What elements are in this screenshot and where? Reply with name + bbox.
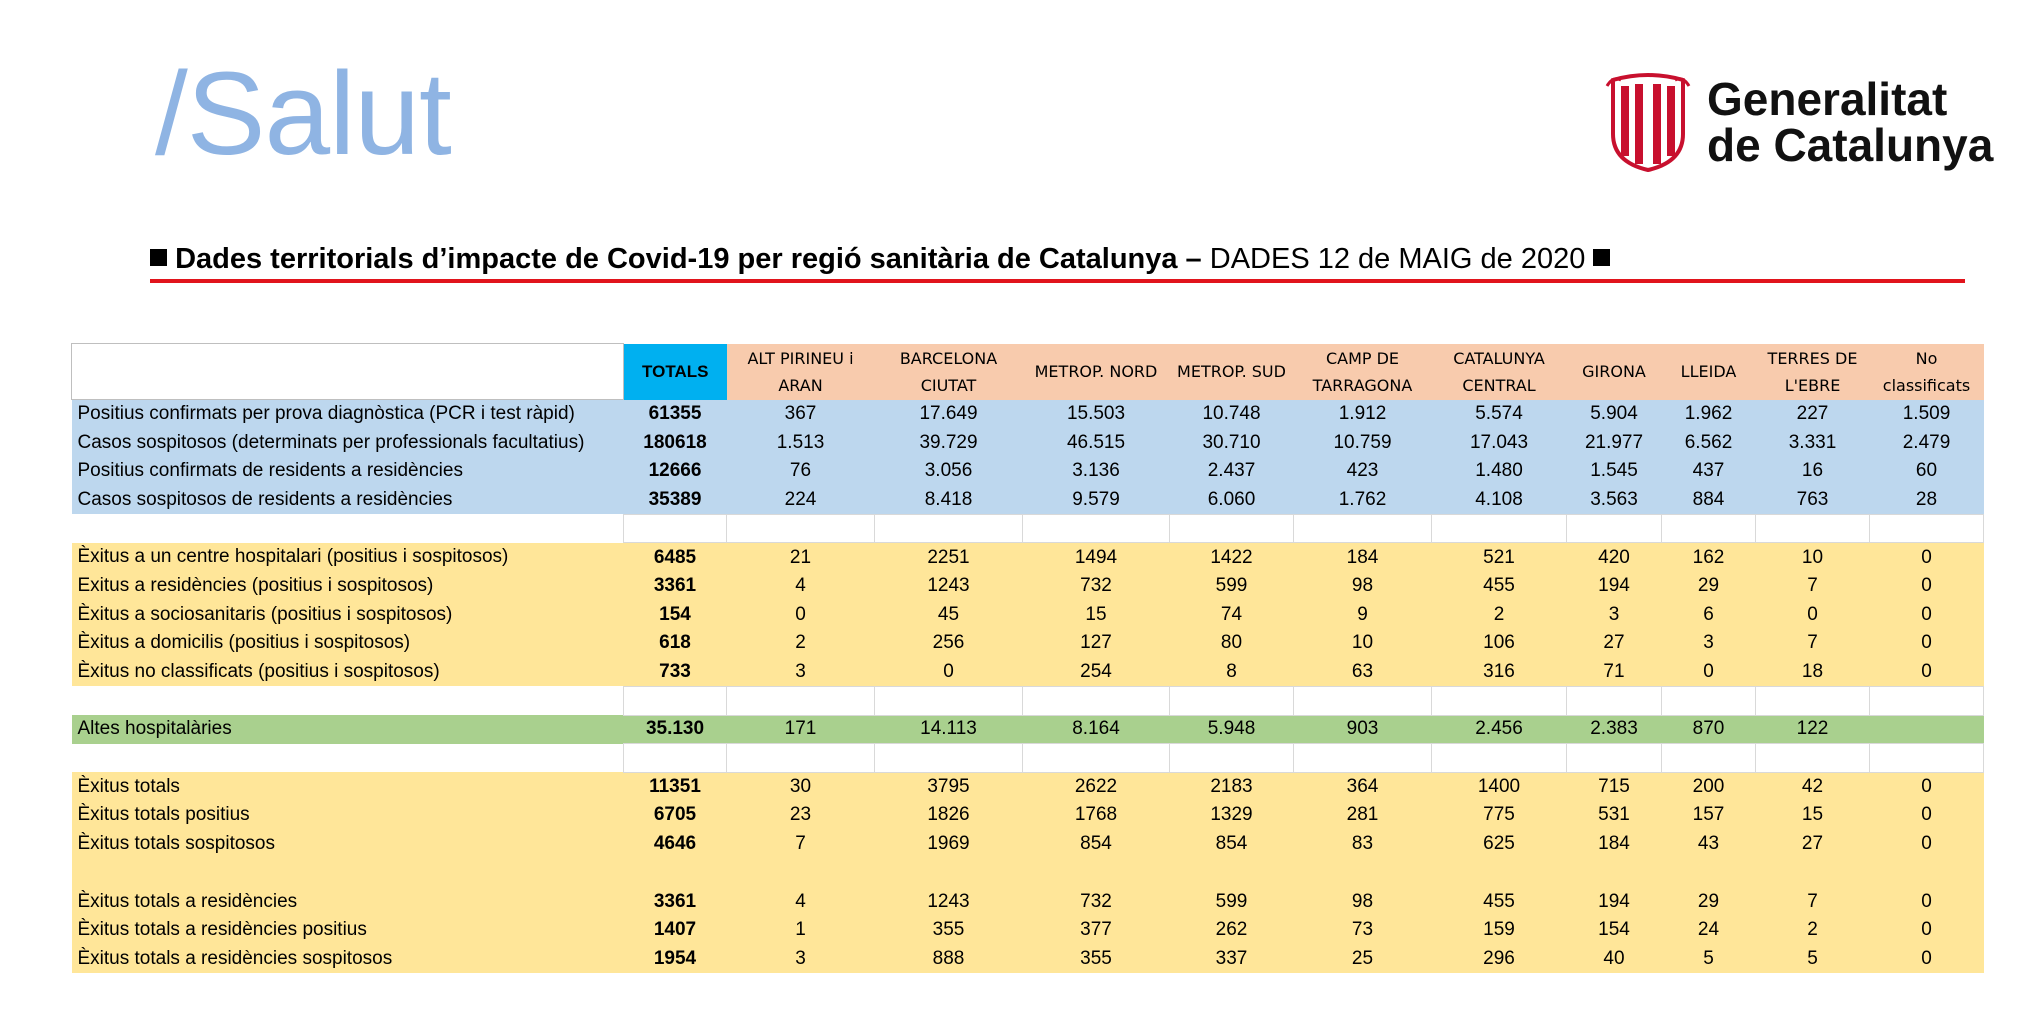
covid-data-table [71, 343, 1984, 973]
region-cell: 71 [1567, 658, 1662, 687]
region-cell: 10 [1294, 629, 1432, 658]
region-cell: 1768 [1023, 801, 1170, 830]
region-cell: 3 [727, 945, 875, 974]
region-cell: 29 [1662, 572, 1756, 601]
column-header: METROP. NORD [1023, 344, 1170, 400]
totals-cell [624, 859, 727, 888]
row-label: Altes hospitalàries [72, 715, 624, 744]
region-cell: 0 [1870, 600, 1984, 629]
region-cell [1870, 859, 1984, 888]
region-cell: 1.962 [1662, 400, 1756, 429]
table-row [72, 629, 1984, 658]
column-header: BARCELONA CIUTAT [875, 344, 1023, 400]
column-header: GIRONA [1567, 344, 1662, 400]
region-cell: 763 [1756, 486, 1870, 515]
spacer-row [72, 744, 1984, 773]
region-cell: 903 [1294, 715, 1432, 744]
region-cell: 0 [1870, 658, 1984, 687]
region-cell: 531 [1567, 801, 1662, 830]
region-cell [875, 686, 1023, 715]
region-cell: 30 [727, 772, 875, 801]
region-cell: 1.513 [727, 428, 875, 457]
region-cell: 14.113 [875, 715, 1023, 744]
region-cell: 884 [1662, 486, 1756, 515]
region-cell: 7 [1756, 572, 1870, 601]
row-label: Positius confirmats de residents a residències [72, 457, 624, 486]
region-cell [727, 514, 875, 543]
region-cell: 3.136 [1023, 457, 1170, 486]
totals-cell: 4646 [624, 830, 727, 859]
region-cell: 200 [1662, 772, 1756, 801]
table-header-corner [72, 344, 624, 400]
region-cell: 30.710 [1170, 428, 1294, 457]
region-cell: 46.515 [1023, 428, 1170, 457]
region-cell: 9.579 [1023, 486, 1170, 515]
region-cell: 2 [727, 629, 875, 658]
totals-cell: 154 [624, 600, 727, 629]
table-row [72, 486, 1984, 515]
region-cell [1023, 744, 1170, 773]
region-cell [875, 514, 1023, 543]
region-cell: 7 [1756, 629, 1870, 658]
region-cell: 1422 [1170, 543, 1294, 572]
totals-cell: 3361 [624, 572, 727, 601]
region-cell [1567, 859, 1662, 888]
region-cell [1756, 686, 1870, 715]
region-cell [1294, 514, 1432, 543]
region-cell: 625 [1432, 830, 1567, 859]
region-cell: 76 [727, 457, 875, 486]
region-cell: 23 [727, 801, 875, 830]
totals-cell [624, 514, 727, 543]
region-cell: 1.762 [1294, 486, 1432, 515]
region-cell [1662, 744, 1756, 773]
row-label: Èxitus totals a residències positius [72, 916, 624, 945]
region-cell: 888 [875, 945, 1023, 974]
region-cell: 1826 [875, 801, 1023, 830]
row-label: Èxitus totals a residències sospitosos [72, 945, 624, 974]
region-cell: 1.912 [1294, 400, 1432, 429]
region-cell [1567, 744, 1662, 773]
region-cell [727, 744, 875, 773]
region-cell: 3795 [875, 772, 1023, 801]
region-cell: 355 [875, 916, 1023, 945]
column-header: LLEIDA [1662, 344, 1756, 400]
column-header: No classificats [1870, 344, 1984, 400]
table-row [72, 859, 1984, 888]
column-header: CATALUNYA CENTRAL [1432, 344, 1567, 400]
region-cell: 10.759 [1294, 428, 1432, 457]
region-cell: 0 [1870, 945, 1984, 974]
region-cell [1023, 514, 1170, 543]
region-cell [1662, 859, 1756, 888]
region-cell: 5 [1662, 945, 1756, 974]
row-label: Exitus a residències (positius i sospitosos) [72, 572, 624, 601]
region-cell: 15 [1756, 801, 1870, 830]
region-cell: 0 [1870, 887, 1984, 916]
table-row [72, 715, 1984, 744]
region-cell: 17.043 [1432, 428, 1567, 457]
region-cell: 377 [1023, 916, 1170, 945]
totals-cell: 61355 [624, 400, 727, 429]
region-cell: 281 [1294, 801, 1432, 830]
region-cell: 7 [727, 830, 875, 859]
row-label: Èxitus totals a residències [72, 887, 624, 916]
region-cell: 3.056 [875, 457, 1023, 486]
region-cell: 106 [1432, 629, 1567, 658]
region-cell: 15 [1023, 600, 1170, 629]
table-row [72, 945, 1984, 974]
row-label [72, 859, 624, 888]
region-cell: 715 [1567, 772, 1662, 801]
row-label: Èxitus totals [72, 772, 624, 801]
region-cell: 732 [1023, 887, 1170, 916]
region-cell: 63 [1294, 658, 1432, 687]
region-cell: 5.904 [1567, 400, 1662, 429]
table-row [72, 572, 1984, 601]
region-cell: 420 [1567, 543, 1662, 572]
region-cell [875, 744, 1023, 773]
region-cell [875, 859, 1023, 888]
generalitat-logo [1605, 72, 1993, 172]
column-header: TERRES DE L'EBRE [1756, 344, 1870, 400]
row-label: Èxitus a sociosanitaris (positius i sospitosos) [72, 600, 624, 629]
table-row [72, 457, 1984, 486]
region-cell: 3 [727, 658, 875, 687]
region-cell [1294, 744, 1432, 773]
row-label: Èxitus totals positius [72, 801, 624, 830]
region-cell: 1243 [875, 887, 1023, 916]
region-cell: 24 [1662, 916, 1756, 945]
region-cell: 2183 [1170, 772, 1294, 801]
region-cell: 5 [1756, 945, 1870, 974]
region-cell: 455 [1432, 572, 1567, 601]
totals-cell: 6485 [624, 543, 727, 572]
generalitat-wordmark [1707, 73, 1994, 171]
region-cell: 0 [1870, 629, 1984, 658]
spacer-row [72, 514, 1984, 543]
table-row [72, 830, 1984, 859]
region-cell: 1494 [1023, 543, 1170, 572]
region-cell: 194 [1567, 572, 1662, 601]
region-cell: 224 [727, 486, 875, 515]
row-label [72, 514, 624, 543]
region-cell: 83 [1294, 830, 1432, 859]
row-label: Èxitus totals sospitosos [72, 830, 624, 859]
totals-cell: 12666 [624, 457, 727, 486]
region-cell: 98 [1294, 887, 1432, 916]
table-row [72, 543, 1984, 572]
column-header: ALT PIRINEU i ARAN [727, 344, 875, 400]
region-cell [1170, 686, 1294, 715]
region-cell: 1243 [875, 572, 1023, 601]
totals-cell: 180618 [624, 428, 727, 457]
row-label [72, 686, 624, 715]
totals-cell: 6705 [624, 801, 727, 830]
region-cell: 16 [1756, 457, 1870, 486]
region-cell [1170, 744, 1294, 773]
region-cell: 0 [1662, 658, 1756, 687]
region-cell: 29 [1662, 887, 1756, 916]
region-cell: 122 [1756, 715, 1870, 744]
totals-cell: 1954 [624, 945, 727, 974]
region-cell: 262 [1170, 916, 1294, 945]
region-cell: 1400 [1432, 772, 1567, 801]
region-cell: 6.060 [1170, 486, 1294, 515]
region-cell: 0 [1870, 543, 1984, 572]
totals-cell: 1407 [624, 916, 727, 945]
totals-cell: 35.130 [624, 715, 727, 744]
region-cell: 21 [727, 543, 875, 572]
square-bullet-icon [1593, 249, 1610, 266]
region-cell: 3.563 [1567, 486, 1662, 515]
region-cell: 367 [727, 400, 875, 429]
totals-cell: 618 [624, 629, 727, 658]
spacer-row [72, 686, 1984, 715]
region-cell [1170, 859, 1294, 888]
row-label: Casos sospitosos de residents a residències [72, 486, 624, 515]
region-cell [1662, 686, 1756, 715]
region-cell: 157 [1662, 801, 1756, 830]
table-header-row [72, 344, 1984, 400]
region-cell: 6 [1662, 600, 1756, 629]
region-cell: 2251 [875, 543, 1023, 572]
region-cell: 184 [1294, 543, 1432, 572]
region-cell: 364 [1294, 772, 1432, 801]
region-cell: 854 [1170, 830, 1294, 859]
region-cell [1432, 686, 1567, 715]
region-cell: 40 [1567, 945, 1662, 974]
table-row [72, 400, 1984, 429]
region-cell: 73 [1294, 916, 1432, 945]
region-cell [1662, 514, 1756, 543]
region-cell: 1329 [1170, 801, 1294, 830]
region-cell: 162 [1662, 543, 1756, 572]
square-bullet-icon [150, 249, 167, 266]
region-cell: 1.509 [1870, 400, 1984, 429]
region-cell: 8.418 [875, 486, 1023, 515]
region-cell: 9 [1294, 600, 1432, 629]
row-label: Èxitus a domicilis (positius i sospitosos) [72, 629, 624, 658]
region-cell: 45 [875, 600, 1023, 629]
region-cell: 732 [1023, 572, 1170, 601]
region-cell: 4.108 [1432, 486, 1567, 515]
region-cell: 80 [1170, 629, 1294, 658]
region-cell: 599 [1170, 572, 1294, 601]
column-header: METROP. SUD [1170, 344, 1294, 400]
region-cell: 1969 [875, 830, 1023, 859]
region-cell: 15.503 [1023, 400, 1170, 429]
region-cell: 2 [1756, 916, 1870, 945]
region-cell [727, 859, 875, 888]
totals-cell [624, 686, 727, 715]
region-cell: 8 [1170, 658, 1294, 687]
region-cell: 3 [1662, 629, 1756, 658]
region-cell [1170, 514, 1294, 543]
region-cell [1432, 514, 1567, 543]
region-cell: 254 [1023, 658, 1170, 687]
senyera-coat-of-arms-icon [1605, 72, 1691, 172]
region-cell [1756, 514, 1870, 543]
region-cell [1870, 744, 1984, 773]
region-cell: 2.479 [1870, 428, 1984, 457]
region-cell: 775 [1432, 801, 1567, 830]
region-cell [1870, 514, 1984, 543]
region-cell: 3 [1567, 600, 1662, 629]
region-cell: 39.729 [875, 428, 1023, 457]
region-cell: 154 [1567, 916, 1662, 945]
region-cell: 0 [1870, 801, 1984, 830]
region-cell: 2 [1432, 600, 1567, 629]
region-cell: 6.562 [1662, 428, 1756, 457]
region-cell: 437 [1662, 457, 1756, 486]
totals-cell: 35389 [624, 486, 727, 515]
salut-brand: /Salut [155, 48, 451, 180]
region-cell: 870 [1662, 715, 1756, 744]
headline-date: DADES 12 de MAIG de 2020 [1209, 243, 1586, 275]
region-cell: 8.164 [1023, 715, 1170, 744]
region-cell: 2.456 [1432, 715, 1567, 744]
region-cell: 98 [1294, 572, 1432, 601]
region-cell: 42 [1756, 772, 1870, 801]
row-label: Casos sospitosos (determinats per professionals facultatius) [72, 428, 624, 457]
totals-cell: 733 [624, 658, 727, 687]
column-header: TOTALS [624, 344, 727, 400]
region-cell: 171 [727, 715, 875, 744]
totals-cell [624, 744, 727, 773]
row-label: Èxitus a un centre hospitalari (positius i sospitosos) [72, 543, 624, 572]
region-cell: 1.545 [1567, 457, 1662, 486]
region-cell: 2.437 [1170, 457, 1294, 486]
region-cell: 0 [1870, 572, 1984, 601]
table-row [72, 887, 1984, 916]
region-cell [1870, 686, 1984, 715]
region-cell: 599 [1170, 887, 1294, 916]
headline [150, 241, 1965, 283]
region-cell: 227 [1756, 400, 1870, 429]
logo-line-1: Generalitat [1707, 73, 1948, 125]
region-cell: 43 [1662, 830, 1756, 859]
region-cell: 27 [1756, 830, 1870, 859]
region-cell [1567, 686, 1662, 715]
region-cell: 21.977 [1567, 428, 1662, 457]
table-row [72, 801, 1984, 830]
totals-cell: 11351 [624, 772, 727, 801]
region-cell: 256 [875, 629, 1023, 658]
region-cell: 0 [727, 600, 875, 629]
region-cell: 17.649 [875, 400, 1023, 429]
region-cell: 7 [1756, 887, 1870, 916]
region-cell: 10 [1756, 543, 1870, 572]
region-cell [1567, 514, 1662, 543]
region-cell: 2.383 [1567, 715, 1662, 744]
row-label [72, 744, 624, 773]
region-cell: 355 [1023, 945, 1170, 974]
region-cell: 455 [1432, 887, 1567, 916]
headline-bold: Dades territorials d’impacte de Covid-19 per regió sanitària de Catalunya – [175, 243, 1202, 275]
table-row [72, 916, 1984, 945]
region-cell: 194 [1567, 887, 1662, 916]
region-cell: 1 [727, 916, 875, 945]
region-cell: 60 [1870, 457, 1984, 486]
region-cell [1432, 859, 1567, 888]
region-cell: 1.480 [1432, 457, 1567, 486]
region-cell [1870, 715, 1984, 744]
region-cell: 74 [1170, 600, 1294, 629]
region-cell: 5.948 [1170, 715, 1294, 744]
region-cell [727, 686, 875, 715]
region-cell: 0 [1756, 600, 1870, 629]
region-cell [1294, 686, 1432, 715]
region-cell: 854 [1023, 830, 1170, 859]
table-row [72, 600, 1984, 629]
headline-red-rule [150, 279, 1965, 283]
region-cell: 5.574 [1432, 400, 1567, 429]
table-row [72, 428, 1984, 457]
totals-cell: 3361 [624, 887, 727, 916]
region-cell: 3.331 [1756, 428, 1870, 457]
region-cell: 28 [1870, 486, 1984, 515]
table-row [72, 658, 1984, 687]
region-cell [1294, 859, 1432, 888]
region-cell [1023, 686, 1170, 715]
region-cell: 159 [1432, 916, 1567, 945]
region-cell: 0 [875, 658, 1023, 687]
region-cell [1756, 859, 1870, 888]
region-cell [1023, 859, 1170, 888]
row-label: Positius confirmats per prova diagnòstica (PCR i test ràpid) [72, 400, 624, 429]
table-row [72, 772, 1984, 801]
region-cell: 27 [1567, 629, 1662, 658]
region-cell: 4 [727, 572, 875, 601]
row-label: Èxitus no classificats (positius i sospitosos) [72, 658, 624, 687]
region-cell: 2622 [1023, 772, 1170, 801]
region-cell: 0 [1870, 830, 1984, 859]
region-cell: 4 [727, 887, 875, 916]
logo-line-2: de Catalunya [1707, 119, 1994, 171]
region-cell: 10.748 [1170, 400, 1294, 429]
region-cell: 521 [1432, 543, 1567, 572]
region-cell: 337 [1170, 945, 1294, 974]
region-cell: 127 [1023, 629, 1170, 658]
region-cell: 184 [1567, 830, 1662, 859]
region-cell: 316 [1432, 658, 1567, 687]
column-header: CAMP DE TARRAGONA [1294, 344, 1432, 400]
region-cell: 0 [1870, 916, 1984, 945]
region-cell: 0 [1870, 772, 1984, 801]
region-cell: 18 [1756, 658, 1870, 687]
region-cell [1432, 744, 1567, 773]
region-cell: 423 [1294, 457, 1432, 486]
region-cell: 296 [1432, 945, 1567, 974]
region-cell [1756, 744, 1870, 773]
region-cell: 25 [1294, 945, 1432, 974]
